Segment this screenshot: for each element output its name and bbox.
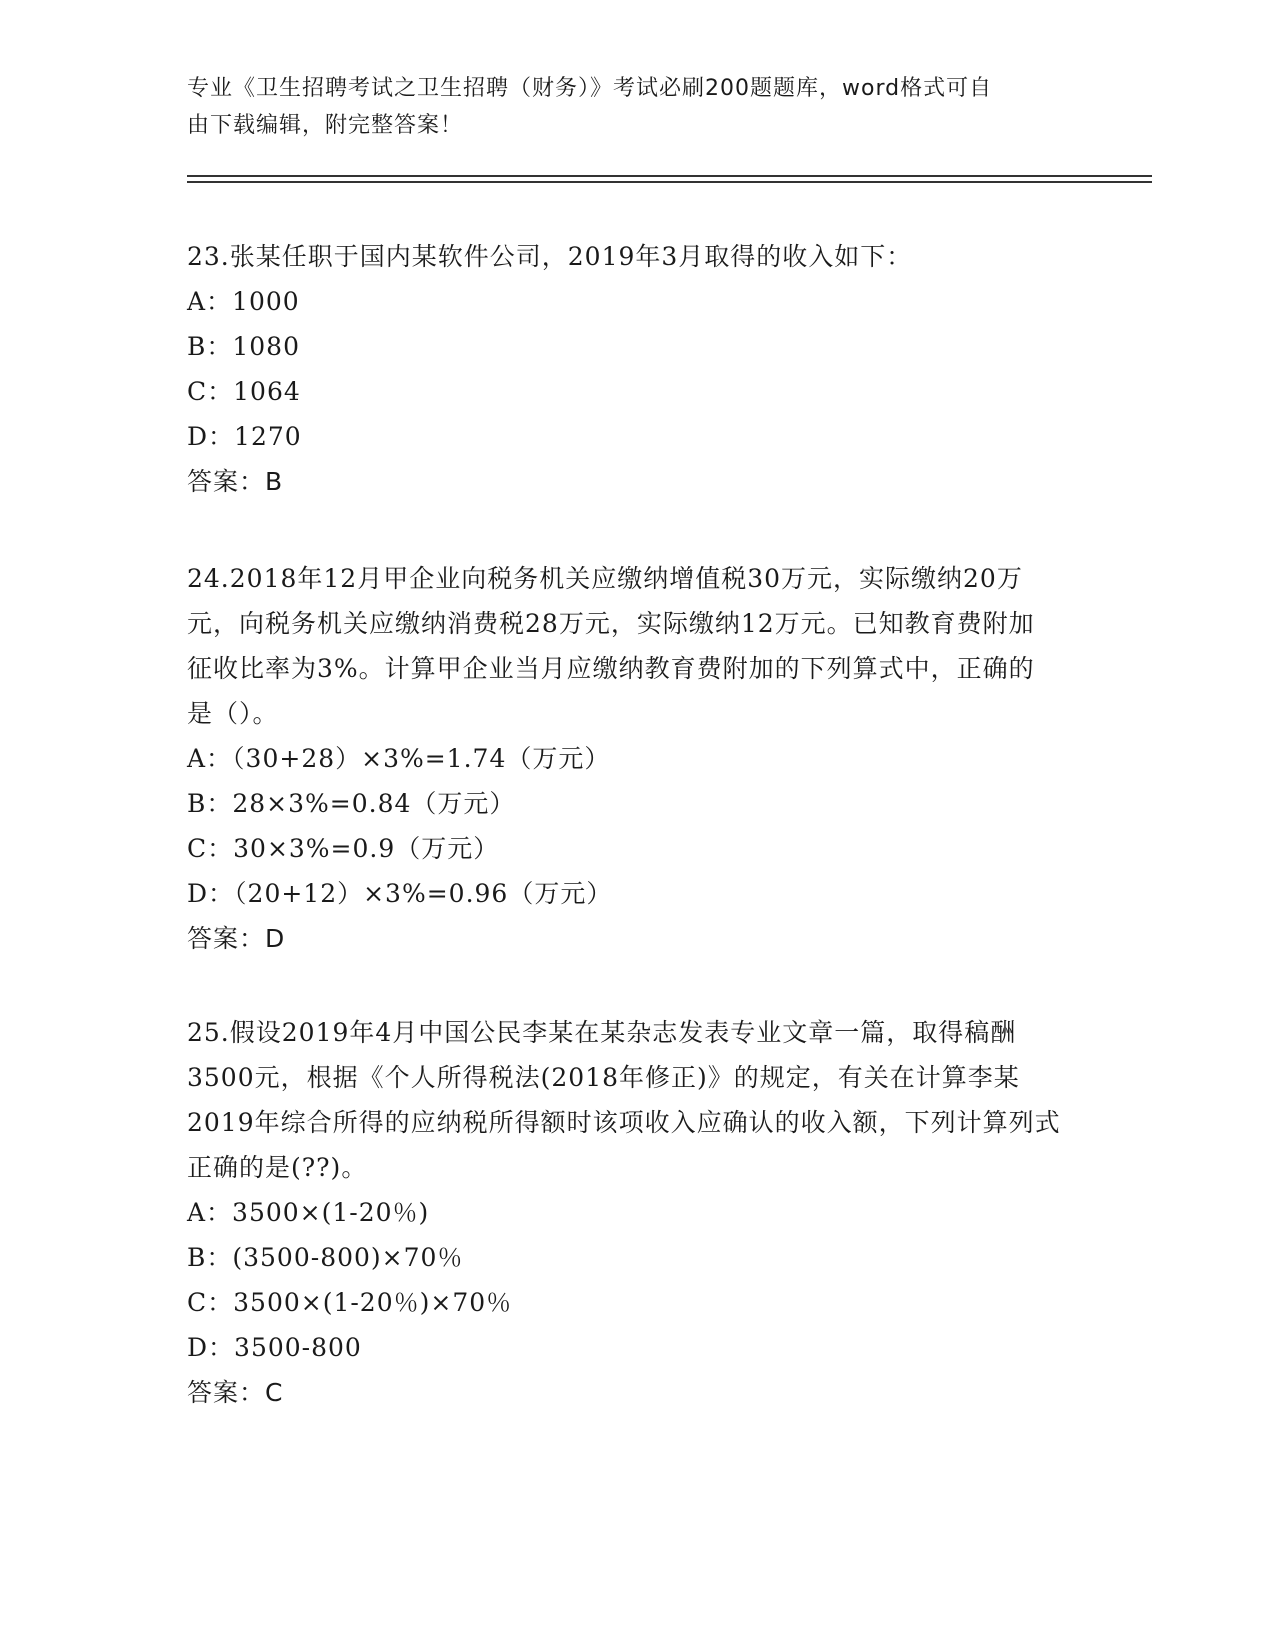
answer-label: 答案： <box>187 924 266 953</box>
option-c: C：1064 <box>187 377 301 406</box>
option-d: D：（20+12）×3%=0.96（万元） <box>187 879 613 908</box>
option-b: B：28×3%=0.84（万元） <box>187 789 516 818</box>
question-stem: 25.假设2019年4月中国公民李某在某杂志发表专业文章一篇，取得稿酬3500元，根据《个人所得税法(2018年修正)》的规定，有关在计算李某2019年综合所得的应纳税所得额时该项收入应确认的收入额，下列计算列式正确的是(??)。 <box>187 1018 1061 1182</box>
header-line-2: 由下载编辑，附完整答案！ <box>187 113 464 138</box>
option-a: A：（30+28）×3%=1.74（万元） <box>187 744 611 773</box>
option-b: B：1080 <box>187 332 300 361</box>
answer-line <box>187 1370 1087 1415</box>
question-25 <box>187 1010 1087 1415</box>
option-a: A：1000 <box>187 287 300 316</box>
option-d: D：3500-800 <box>187 1333 362 1362</box>
document-header <box>187 70 1087 144</box>
answer-value: D <box>265 924 286 953</box>
question-stem: 24.2018年12月甲企业向税务机关应缴纳增值税30万元，实际缴纳20万元，向税务机关应缴纳消费税28万元，实际缴纳12万元。已知教育费附加征收比率为3%。计算甲企业当月应缴纳教育费附加的下列算式中，正确的是（）。 <box>187 564 1035 728</box>
answer-value: B <box>265 467 284 496</box>
option-a: A：3500×(1-20％) <box>187 1198 430 1227</box>
answer-label: 答案： <box>187 467 266 496</box>
option-c: C：30×3%=0.9（万元） <box>187 834 500 863</box>
header-divider-bottom <box>187 181 1152 183</box>
question-stem: 23.张某任职于国内某软件公司，2019年3月取得的收入如下： <box>187 242 913 271</box>
answer-label: 答案： <box>187 1378 266 1407</box>
header-line-1: 专业《卫生招聘考试之卫生招聘（财务）》考试必刷200题题库，word格式可自 <box>187 76 993 101</box>
option-b: B：(3500-800)×70％ <box>187 1243 464 1272</box>
header-divider-top <box>187 175 1152 177</box>
answer-line <box>187 459 1087 504</box>
answer-value: C <box>265 1378 284 1407</box>
option-c: C：3500×(1-20％)×70％ <box>187 1288 513 1317</box>
answer-line <box>187 916 1087 961</box>
option-d: D：1270 <box>187 422 302 451</box>
question-23 <box>187 234 1087 504</box>
question-24 <box>187 556 1087 961</box>
